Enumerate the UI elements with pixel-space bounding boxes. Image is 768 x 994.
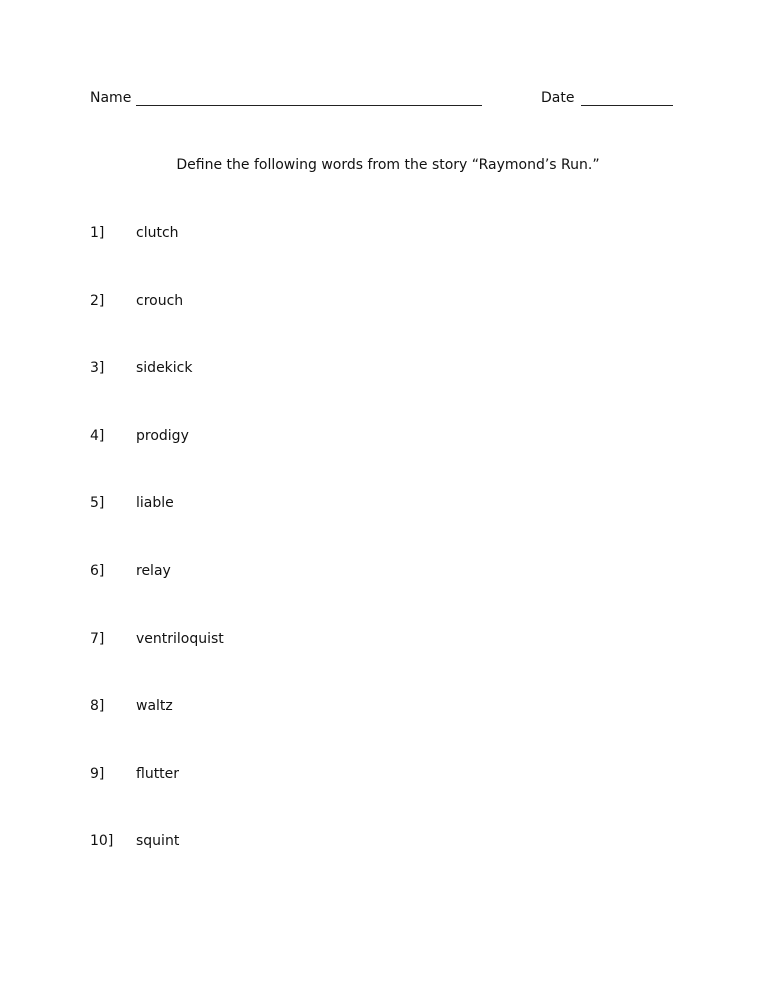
vocabulary-word: flutter <box>136 765 180 782</box>
list-item <box>90 428 490 496</box>
list-item <box>90 495 490 563</box>
date-label: Date <box>541 90 575 106</box>
list-item <box>90 766 490 834</box>
name-blank-line <box>136 105 482 106</box>
date-blank-line <box>581 105 673 106</box>
vocabulary-word: sidekick <box>136 360 193 377</box>
vocabulary-word: squint <box>136 833 180 850</box>
vocabulary-word: liable <box>136 495 174 512</box>
list-item <box>90 833 490 901</box>
item-number: 9] <box>90 765 105 782</box>
item-number: 1] <box>90 225 105 241</box>
item-number: 3] <box>90 360 105 377</box>
item-number: 4] <box>90 427 105 444</box>
item-number: 6] <box>90 562 105 579</box>
header-row <box>90 90 674 110</box>
list-item <box>90 563 490 631</box>
item-number: 10] <box>90 833 114 850</box>
list-item <box>90 698 490 766</box>
item-number: 2] <box>90 292 105 309</box>
vocabulary-word: prodigy <box>136 427 189 444</box>
vocabulary-word: crouch <box>136 292 184 309</box>
vocabulary-word: ventriloquist <box>136 630 224 647</box>
vocabulary-list <box>90 225 490 901</box>
list-item <box>90 225 490 293</box>
list-item <box>90 631 490 699</box>
name-label: Name <box>90 90 132 106</box>
instructions: Define the following words from the story “Raymond’s Run.” <box>176 157 600 173</box>
vocabulary-word: waltz <box>136 698 173 715</box>
list-item <box>90 360 490 428</box>
item-number: 7] <box>90 630 105 647</box>
vocabulary-word: clutch <box>136 225 179 241</box>
item-number: 5] <box>90 495 105 512</box>
list-item <box>90 293 490 361</box>
vocabulary-word: relay <box>136 562 171 579</box>
item-number: 8] <box>90 698 105 715</box>
